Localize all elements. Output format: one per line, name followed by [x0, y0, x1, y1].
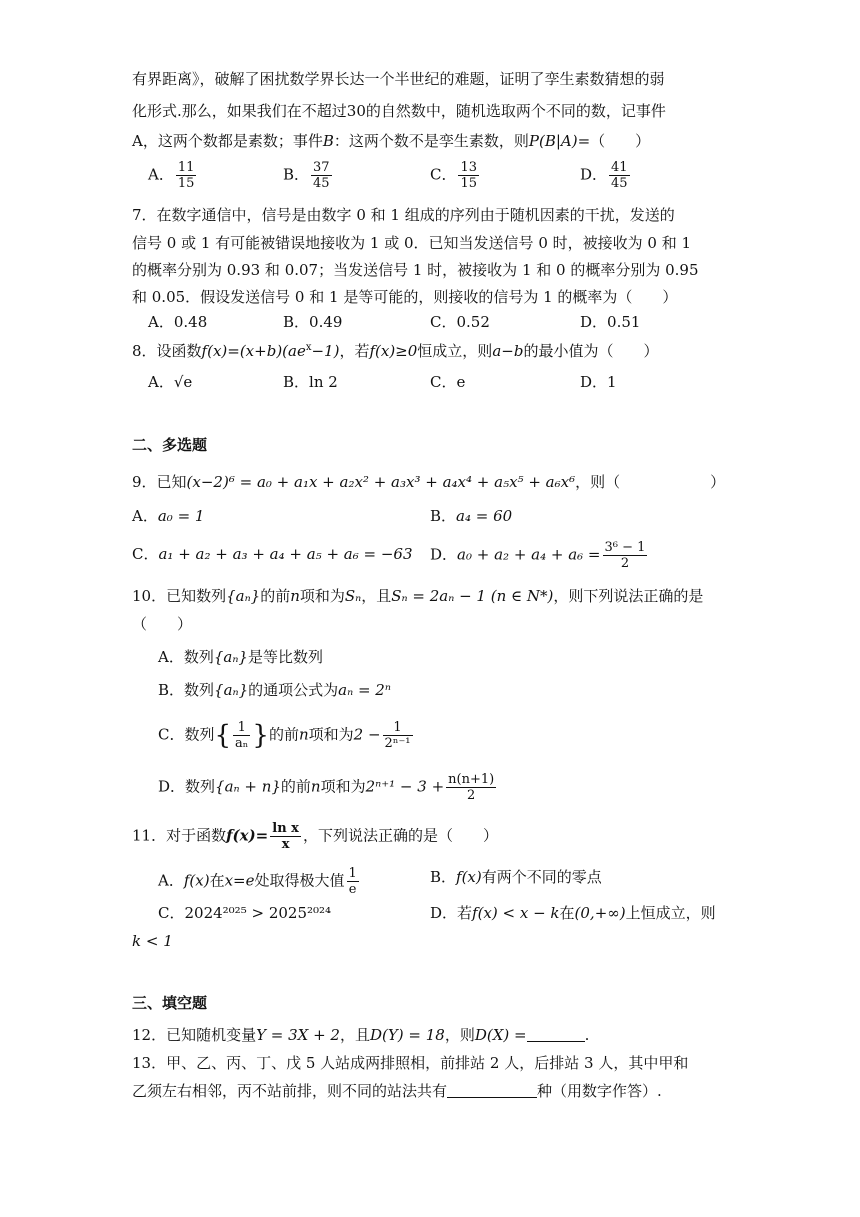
- section-title-multiple-choice: 二、多选题: [132, 436, 208, 454]
- q11-line: 11．对于函数f(x)= $\frac{\text{ln x}}{x}$ ，下列说法正确的是（ ）: [132, 821, 498, 852]
- fraction: $\frac{\text{ln x}}{x}$: [272, 821, 299, 852]
- q6-line-1: 有界距离》，破解了困扰数学界长达一个半世纪的难题，证明了孪生素数猜想的弱: [132, 70, 665, 88]
- section-title-fill-in: 三、填空题: [132, 994, 208, 1012]
- q7-line-2: 信号 0 或 1 有可能被错误地接收为 1 或 0．已知当发送信号 0 时，被接收为 0 和 1: [132, 234, 692, 252]
- q6-line-2: 化形式.那么，如果我们在不超过30的自然数中，随机选取两个不同的数，记事件: [132, 102, 666, 120]
- fraction: $\frac{\text{3⁶ − 1}}{2}$: [604, 540, 646, 571]
- q7-option-c: C．0.52: [430, 313, 490, 331]
- q12-line: 12．已知随机变量Y = 3X + 2，且D(Y) = 18，则D(X) = .: [132, 1026, 590, 1044]
- q9-option-c: C．a₁ + a₂ + a₃ + a₄ + a₅ + a₆ = −63: [132, 545, 413, 563]
- q8-option-c: C．e: [430, 373, 466, 391]
- q8-option-a: A．√e: [148, 373, 193, 391]
- q6-option-a: A． $\frac{11}{15}$: [148, 160, 195, 191]
- q8-line: 8．设函数$f(x)=(x+b)(ae^x-1)$，若f(x)≥0恒成立，则a−b的最小值为（ ）: [132, 342, 659, 360]
- q9-option-a: A．a₀ = 1: [132, 507, 205, 525]
- q11-option-c: C．2024²⁰²⁵ > 2025²⁰²⁴: [158, 904, 332, 922]
- answer-blank[interactable]: [527, 1027, 585, 1042]
- q13-line-1: 13．甲、乙、丙、丁、戊 5 人站成两排照相，前排站 2 人，后排站 3 人，其中甲和: [132, 1054, 689, 1072]
- q11-option-d: D．若f(x) < x − k在(0,+∞)上恒成立，则: [430, 904, 716, 922]
- q13-line-2: 乙须左右相邻，丙不站前排，则不同的站法共有 种（用数字作答）.: [132, 1082, 662, 1100]
- q7-line-3: 的概率分别为 0.93 和 0.07；当发送信号 1 时，被接收为 1 和 0 的概率分别为 0.95: [132, 261, 699, 279]
- fraction: $\frac{1}{\text{aₙ}}$: [235, 720, 249, 751]
- q9-line: 9．已知(x−2)⁶ = a₀ + a₁x + a₂x² + a₃x³ + a₄x⁴ + a₅x⁵ + a₆x⁶，则（ ）: [132, 473, 726, 491]
- q10-option-a: A．数列{aₙ}是等比数列: [158, 648, 323, 666]
- q11-option-a: A．f(x)在x=e处取得极大值 $\frac{1}{e}$: [158, 866, 357, 897]
- q10-line-2: （ ）: [132, 615, 193, 633]
- fraction: $\frac{41}{45}$: [611, 160, 628, 191]
- q8-option-b: B．ln 2: [283, 373, 338, 391]
- q10-option-c: C．数列{ $\frac{1}{\text{aₙ}}$ }的前n项和为2 − $\frac{1}{\text{2ⁿ⁻¹}}$: [158, 720, 411, 751]
- q7-line-4: 和 0.05．假设发送信号 0 和 1 是等可能的，则接收的信号为 1 的概率为（ ）: [132, 288, 678, 306]
- q7-option-d: D．0.51: [580, 313, 641, 331]
- q7-option-b: B．0.49: [283, 313, 343, 331]
- q10-option-b: B．数列{aₙ}的通项公式为aₙ = 2ⁿ: [158, 681, 391, 699]
- q8-option-d: D．1: [580, 373, 617, 391]
- q10-line-1: 10．已知数列{aₙ}的前n项和为Sₙ，且Sₙ = 2aₙ − 1 (n ∈ N*)，则下列说法正确的是: [132, 587, 704, 605]
- answer-blank[interactable]: [447, 1083, 537, 1098]
- q6-option-d: D． $\frac{41}{45}$: [580, 160, 628, 191]
- q6-expr: P(B|A): [528, 132, 578, 150]
- fraction: $\frac{37}{45}$: [313, 160, 330, 191]
- q9-option-d: D．a₀ + a₂ + a₄ + a₆ = $\frac{\text{3⁶ − 1}}{2}$: [430, 540, 646, 571]
- q7-line-1: 7．在数字通信中，信号是由数字 0 和 1 组成的序列由于随机因素的干扰，发送的: [132, 206, 675, 224]
- fraction: $\frac{n(n+1)}{2}$: [448, 772, 495, 803]
- fraction: $\frac{11}{15}$: [177, 160, 195, 191]
- q11-option-d-continued: k < 1: [132, 932, 173, 950]
- q9-option-b: B．a₄ = 60: [430, 507, 513, 525]
- q7-option-a: A．0.48: [148, 313, 208, 331]
- fraction: $\frac{1}{\text{2ⁿ⁻¹}}$: [384, 720, 411, 751]
- q11-option-b: B．f(x)有两个不同的零点: [430, 868, 602, 886]
- q6-option-c: C． $\frac{13}{15}$: [430, 160, 478, 191]
- q6-option-b: B． $\frac{37}{45}$: [283, 160, 330, 191]
- q6-line-3: A，这两个数都是素数；事件B：这两个数不是孪生素数，则P(B|A)=（ ）: [132, 132, 651, 150]
- q10-option-d: D．数列{aₙ + n}的前n项和为2ⁿ⁺¹ − 3 + $\frac{n(n+1)}{2}$: [158, 772, 495, 803]
- fraction: $\frac{1}{e}$: [348, 866, 357, 897]
- fraction: $\frac{13}{15}$: [460, 160, 478, 191]
